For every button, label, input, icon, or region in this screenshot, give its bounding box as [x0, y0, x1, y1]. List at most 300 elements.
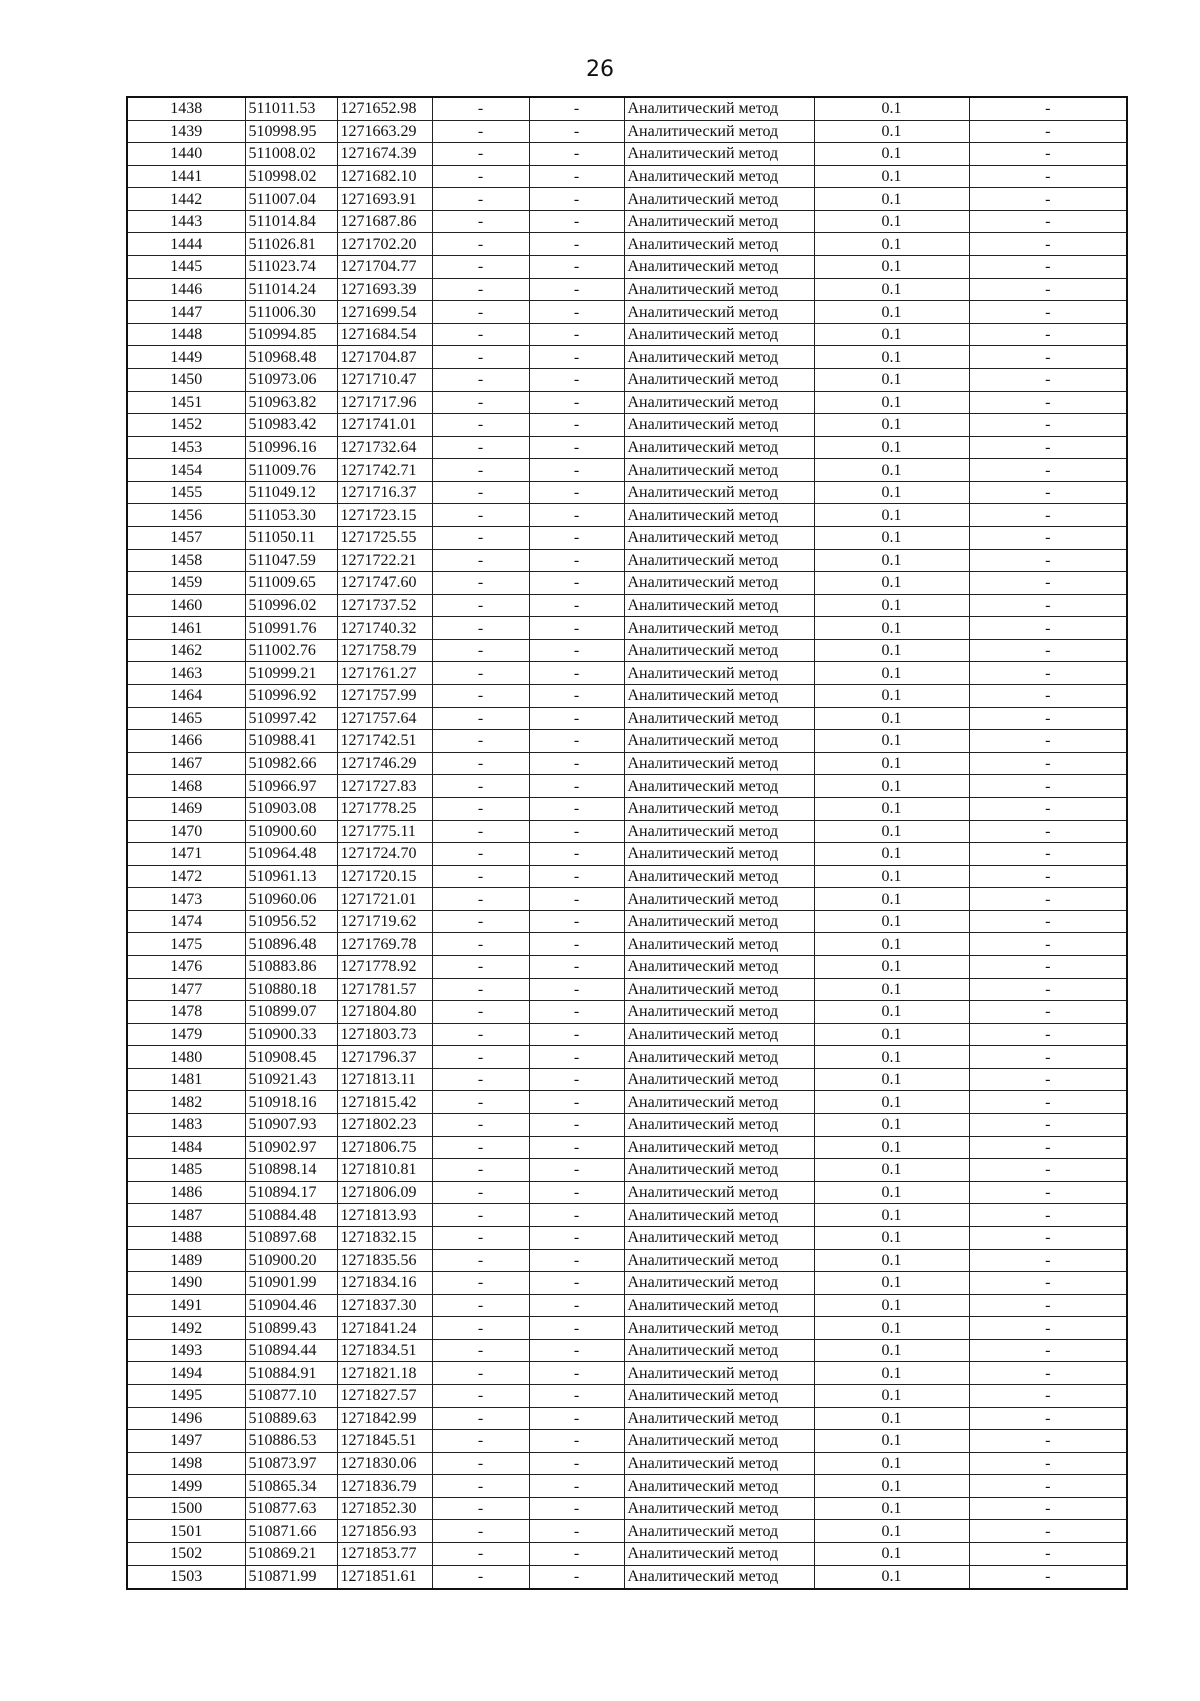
column-4-cell: -: [432, 1294, 529, 1317]
method-cell: Аналитический метод: [624, 594, 814, 617]
column-5-cell: -: [529, 775, 624, 798]
x-coordinate-cell: 510899.07: [245, 1001, 337, 1024]
table-row: [127, 1001, 1127, 1024]
y-coordinate-cell: 1271722.21: [337, 549, 432, 572]
point-number-cell: 1478: [127, 1001, 245, 1024]
y-coordinate-cell: 1271693.39: [337, 278, 432, 301]
table-row: [127, 707, 1127, 730]
note-cell: -: [969, 888, 1127, 911]
precision-cell: 0.1: [814, 1317, 969, 1340]
table-row: [127, 459, 1127, 482]
y-coordinate-cell: 1271804.80: [337, 1001, 432, 1024]
column-5-cell: -: [529, 1339, 624, 1362]
table-row: [127, 1023, 1127, 1046]
table-row: [127, 933, 1127, 956]
y-coordinate-cell: 1271851.61: [337, 1565, 432, 1589]
method-cell: Аналитический метод: [624, 955, 814, 978]
point-number-cell: 1488: [127, 1226, 245, 1249]
precision-cell: 0.1: [814, 639, 969, 662]
column-5-cell: -: [529, 1317, 624, 1340]
x-coordinate-cell: 510900.60: [245, 820, 337, 843]
y-coordinate-cell: 1271742.71: [337, 459, 432, 482]
note-cell: -: [969, 436, 1127, 459]
table-row: [127, 1430, 1127, 1453]
method-cell: Аналитический метод: [624, 165, 814, 188]
table-row: [127, 278, 1127, 301]
note-cell: -: [969, 910, 1127, 933]
precision-cell: 0.1: [814, 1181, 969, 1204]
y-coordinate-cell: 1271717.96: [337, 391, 432, 414]
x-coordinate-cell: 511023.74: [245, 256, 337, 279]
note-cell: -: [969, 1452, 1127, 1475]
x-coordinate-cell: 510894.44: [245, 1339, 337, 1362]
y-coordinate-cell: 1271834.51: [337, 1339, 432, 1362]
precision-cell: 0.1: [814, 1226, 969, 1249]
column-4-cell: -: [432, 594, 529, 617]
x-coordinate-cell: 510991.76: [245, 617, 337, 640]
y-coordinate-cell: 1271796.37: [337, 1046, 432, 1069]
column-4-cell: -: [432, 955, 529, 978]
y-coordinate-cell: 1271778.25: [337, 797, 432, 820]
column-4-cell: -: [432, 120, 529, 143]
method-cell: Аналитический метод: [624, 301, 814, 324]
column-4-cell: -: [432, 1114, 529, 1137]
column-5-cell: -: [529, 1091, 624, 1114]
y-coordinate-cell: 1271737.52: [337, 594, 432, 617]
note-cell: -: [969, 1565, 1127, 1589]
method-cell: Аналитический метод: [624, 820, 814, 843]
method-cell: Аналитический метод: [624, 1543, 814, 1566]
method-cell: Аналитический метод: [624, 1294, 814, 1317]
point-number-cell: 1492: [127, 1317, 245, 1340]
note-cell: -: [969, 1226, 1127, 1249]
precision-cell: 0.1: [814, 1520, 969, 1543]
point-number-cell: 1452: [127, 414, 245, 437]
column-4-cell: -: [432, 933, 529, 956]
x-coordinate-cell: 510960.06: [245, 888, 337, 911]
page-number: 26: [586, 57, 614, 82]
column-5-cell: -: [529, 504, 624, 527]
note-cell: -: [969, 504, 1127, 527]
column-4-cell: -: [432, 1226, 529, 1249]
note-cell: -: [969, 730, 1127, 753]
method-cell: Аналитический метод: [624, 549, 814, 572]
note-cell: -: [969, 617, 1127, 640]
table-row: [127, 1565, 1127, 1589]
precision-cell: 0.1: [814, 1543, 969, 1566]
note-cell: -: [969, 346, 1127, 369]
point-number-cell: 1502: [127, 1543, 245, 1566]
table-row: [127, 617, 1127, 640]
x-coordinate-cell: 510996.92: [245, 685, 337, 708]
point-number-cell: 1456: [127, 504, 245, 527]
table-row: [127, 594, 1127, 617]
note-cell: -: [969, 820, 1127, 843]
coordinates-table: [126, 96, 1128, 1590]
note-cell: -: [969, 1543, 1127, 1566]
method-cell: Аналитический метод: [624, 1497, 814, 1520]
note-cell: -: [969, 685, 1127, 708]
method-cell: Аналитический метод: [624, 414, 814, 437]
note-cell: -: [969, 662, 1127, 685]
column-4-cell: -: [432, 368, 529, 391]
table-row: [127, 1249, 1127, 1272]
table-row: [127, 527, 1127, 550]
precision-cell: 0.1: [814, 1294, 969, 1317]
column-5-cell: -: [529, 97, 624, 120]
method-cell: Аналитический метод: [624, 233, 814, 256]
table-row: [127, 346, 1127, 369]
method-cell: Аналитический метод: [624, 1204, 814, 1227]
point-number-cell: 1441: [127, 165, 245, 188]
point-number-cell: 1460: [127, 594, 245, 617]
point-number-cell: 1459: [127, 572, 245, 595]
method-cell: Аналитический метод: [624, 1181, 814, 1204]
point-number-cell: 1480: [127, 1046, 245, 1069]
x-coordinate-cell: 511047.59: [245, 549, 337, 572]
precision-cell: 0.1: [814, 1362, 969, 1385]
precision-cell: 0.1: [814, 1091, 969, 1114]
y-coordinate-cell: 1271815.42: [337, 1091, 432, 1114]
method-cell: Аналитический метод: [624, 1226, 814, 1249]
column-5-cell: -: [529, 1114, 624, 1137]
column-5-cell: -: [529, 1023, 624, 1046]
column-4-cell: -: [432, 1520, 529, 1543]
point-number-cell: 1486: [127, 1181, 245, 1204]
note-cell: -: [969, 1362, 1127, 1385]
y-coordinate-cell: 1271832.15: [337, 1226, 432, 1249]
note-cell: -: [969, 391, 1127, 414]
note-cell: -: [969, 527, 1127, 550]
table-row: [127, 685, 1127, 708]
y-coordinate-cell: 1271803.73: [337, 1023, 432, 1046]
y-coordinate-cell: 1271845.51: [337, 1430, 432, 1453]
table-row: [127, 414, 1127, 437]
method-cell: Аналитический метод: [624, 617, 814, 640]
point-number-cell: 1449: [127, 346, 245, 369]
y-coordinate-cell: 1271837.30: [337, 1294, 432, 1317]
column-4-cell: -: [432, 256, 529, 279]
column-4-cell: -: [432, 888, 529, 911]
point-number-cell: 1487: [127, 1204, 245, 1227]
precision-cell: 0.1: [814, 233, 969, 256]
y-coordinate-cell: 1271806.75: [337, 1136, 432, 1159]
column-4-cell: -: [432, 414, 529, 437]
column-4-cell: -: [432, 775, 529, 798]
point-number-cell: 1467: [127, 752, 245, 775]
column-5-cell: -: [529, 843, 624, 866]
note-cell: -: [969, 165, 1127, 188]
column-5-cell: -: [529, 707, 624, 730]
precision-cell: 0.1: [814, 820, 969, 843]
precision-cell: 0.1: [814, 210, 969, 233]
column-4-cell: -: [432, 662, 529, 685]
x-coordinate-cell: 510961.13: [245, 865, 337, 888]
table-row: [127, 978, 1127, 1001]
column-4-cell: -: [432, 1565, 529, 1589]
note-cell: -: [969, 143, 1127, 166]
table-row: [127, 955, 1127, 978]
note-cell: -: [969, 1249, 1127, 1272]
column-5-cell: -: [529, 1249, 624, 1272]
column-5-cell: -: [529, 1294, 624, 1317]
column-5-cell: -: [529, 1543, 624, 1566]
column-5-cell: -: [529, 662, 624, 685]
method-cell: Аналитический метод: [624, 662, 814, 685]
x-coordinate-cell: 510982.66: [245, 752, 337, 775]
column-4-cell: -: [432, 1046, 529, 1069]
y-coordinate-cell: 1271852.30: [337, 1497, 432, 1520]
table-row: [127, 910, 1127, 933]
note-cell: -: [969, 1430, 1127, 1453]
x-coordinate-cell: 510997.42: [245, 707, 337, 730]
y-coordinate-cell: 1271757.64: [337, 707, 432, 730]
table-row: [127, 1362, 1127, 1385]
y-coordinate-cell: 1271725.55: [337, 527, 432, 550]
y-coordinate-cell: 1271834.16: [337, 1272, 432, 1295]
column-5-cell: -: [529, 730, 624, 753]
note-cell: -: [969, 481, 1127, 504]
point-number-cell: 1477: [127, 978, 245, 1001]
y-coordinate-cell: 1271802.23: [337, 1114, 432, 1137]
x-coordinate-cell: 510983.42: [245, 414, 337, 437]
precision-cell: 0.1: [814, 1407, 969, 1430]
column-4-cell: -: [432, 549, 529, 572]
column-4-cell: -: [432, 1407, 529, 1430]
column-4-cell: -: [432, 143, 529, 166]
note-cell: -: [969, 323, 1127, 346]
method-cell: Аналитический метод: [624, 391, 814, 414]
method-cell: Аналитический метод: [624, 346, 814, 369]
table-row: [127, 1091, 1127, 1114]
y-coordinate-cell: 1271740.32: [337, 617, 432, 640]
point-number-cell: 1463: [127, 662, 245, 685]
precision-cell: 0.1: [814, 368, 969, 391]
precision-cell: 0.1: [814, 120, 969, 143]
note-cell: -: [969, 639, 1127, 662]
method-cell: Аналитический метод: [624, 1023, 814, 1046]
note-cell: -: [969, 933, 1127, 956]
column-5-cell: -: [529, 1384, 624, 1407]
column-4-cell: -: [432, 278, 529, 301]
method-cell: Аналитический метод: [624, 752, 814, 775]
precision-cell: 0.1: [814, 1565, 969, 1589]
column-4-cell: -: [432, 617, 529, 640]
point-number-cell: 1471: [127, 843, 245, 866]
y-coordinate-cell: 1271747.60: [337, 572, 432, 595]
point-number-cell: 1490: [127, 1272, 245, 1295]
point-number-cell: 1446: [127, 278, 245, 301]
note-cell: -: [969, 1272, 1127, 1295]
point-number-cell: 1457: [127, 527, 245, 550]
y-coordinate-cell: 1271732.64: [337, 436, 432, 459]
note-cell: -: [969, 978, 1127, 1001]
column-5-cell: -: [529, 1430, 624, 1453]
note-cell: -: [969, 775, 1127, 798]
column-5-cell: -: [529, 955, 624, 978]
table-row: [127, 1136, 1127, 1159]
point-number-cell: 1482: [127, 1091, 245, 1114]
point-number-cell: 1453: [127, 436, 245, 459]
point-number-cell: 1483: [127, 1114, 245, 1137]
method-cell: Аналитический метод: [624, 933, 814, 956]
table-row: [127, 662, 1127, 685]
table-row: [127, 752, 1127, 775]
method-cell: Аналитический метод: [624, 1339, 814, 1362]
y-coordinate-cell: 1271810.81: [337, 1159, 432, 1182]
method-cell: Аналитический метод: [624, 1249, 814, 1272]
note-cell: -: [969, 1091, 1127, 1114]
column-5-cell: -: [529, 865, 624, 888]
note-cell: -: [969, 210, 1127, 233]
method-cell: Аналитический метод: [624, 278, 814, 301]
method-cell: Аналитический метод: [624, 1430, 814, 1453]
table-row: [127, 323, 1127, 346]
y-coordinate-cell: 1271821.18: [337, 1362, 432, 1385]
precision-cell: 0.1: [814, 1249, 969, 1272]
note-cell: -: [969, 1475, 1127, 1498]
method-cell: Аналитический метод: [624, 504, 814, 527]
table-row: [127, 1068, 1127, 1091]
column-5-cell: -: [529, 1452, 624, 1475]
precision-cell: 0.1: [814, 594, 969, 617]
x-coordinate-cell: 510903.08: [245, 797, 337, 820]
method-cell: Аналитический метод: [624, 1362, 814, 1385]
column-5-cell: -: [529, 1362, 624, 1385]
column-4-cell: -: [432, 820, 529, 843]
column-4-cell: -: [432, 1430, 529, 1453]
x-coordinate-cell: 510968.48: [245, 346, 337, 369]
method-cell: Аналитический метод: [624, 1159, 814, 1182]
note-cell: -: [969, 1023, 1127, 1046]
column-4-cell: -: [432, 865, 529, 888]
method-cell: Аналитический метод: [624, 481, 814, 504]
column-4-cell: -: [432, 504, 529, 527]
table-row: [127, 820, 1127, 843]
table-row: [127, 233, 1127, 256]
table-row: [127, 188, 1127, 211]
point-number-cell: 1444: [127, 233, 245, 256]
y-coordinate-cell: 1271836.79: [337, 1475, 432, 1498]
point-number-cell: 1481: [127, 1068, 245, 1091]
point-number-cell: 1469: [127, 797, 245, 820]
x-coordinate-cell: 510886.53: [245, 1430, 337, 1453]
precision-cell: 0.1: [814, 1430, 969, 1453]
table-row: [127, 210, 1127, 233]
column-5-cell: -: [529, 572, 624, 595]
method-cell: Аналитический метод: [624, 368, 814, 391]
x-coordinate-cell: 510996.16: [245, 436, 337, 459]
precision-cell: 0.1: [814, 459, 969, 482]
y-coordinate-cell: 1271674.39: [337, 143, 432, 166]
y-coordinate-cell: 1271710.47: [337, 368, 432, 391]
column-5-cell: -: [529, 1046, 624, 1069]
method-cell: Аналитический метод: [624, 210, 814, 233]
column-4-cell: -: [432, 1136, 529, 1159]
y-coordinate-cell: 1271856.93: [337, 1520, 432, 1543]
table-row: [127, 1317, 1127, 1340]
precision-cell: 0.1: [814, 1497, 969, 1520]
y-coordinate-cell: 1271746.29: [337, 752, 432, 775]
column-5-cell: -: [529, 527, 624, 550]
method-cell: Аналитический метод: [624, 730, 814, 753]
x-coordinate-cell: 510894.17: [245, 1181, 337, 1204]
column-5-cell: -: [529, 1407, 624, 1430]
method-cell: Аналитический метод: [624, 1114, 814, 1137]
x-coordinate-cell: 511009.76: [245, 459, 337, 482]
note-cell: -: [969, 1204, 1127, 1227]
point-number-cell: 1499: [127, 1475, 245, 1498]
precision-cell: 0.1: [814, 1159, 969, 1182]
table-row: [127, 1407, 1127, 1430]
column-5-cell: -: [529, 820, 624, 843]
column-5-cell: -: [529, 1068, 624, 1091]
precision-cell: 0.1: [814, 481, 969, 504]
table-row: [127, 843, 1127, 866]
precision-cell: 0.1: [814, 1384, 969, 1407]
x-coordinate-cell: 511009.65: [245, 572, 337, 595]
x-coordinate-cell: 510883.86: [245, 955, 337, 978]
method-cell: Аналитический метод: [624, 143, 814, 166]
x-coordinate-cell: 511007.04: [245, 188, 337, 211]
point-number-cell: 1464: [127, 685, 245, 708]
x-coordinate-cell: 510877.63: [245, 1497, 337, 1520]
column-5-cell: -: [529, 301, 624, 324]
method-cell: Аналитический метод: [624, 188, 814, 211]
x-coordinate-cell: 511053.30: [245, 504, 337, 527]
note-cell: -: [969, 955, 1127, 978]
column-4-cell: -: [432, 797, 529, 820]
table-row: [127, 639, 1127, 662]
column-5-cell: -: [529, 549, 624, 572]
table-row: [127, 1204, 1127, 1227]
column-4-cell: -: [432, 572, 529, 595]
table-row: [127, 572, 1127, 595]
point-number-cell: 1468: [127, 775, 245, 798]
precision-cell: 0.1: [814, 1001, 969, 1024]
table-row: [127, 165, 1127, 188]
precision-cell: 0.1: [814, 278, 969, 301]
note-cell: -: [969, 368, 1127, 391]
method-cell: Аналитический метод: [624, 323, 814, 346]
method-cell: Аналитический метод: [624, 1046, 814, 1069]
column-5-cell: -: [529, 639, 624, 662]
precision-cell: 0.1: [814, 1475, 969, 1498]
y-coordinate-cell: 1271758.79: [337, 639, 432, 662]
point-number-cell: 1448: [127, 323, 245, 346]
method-cell: Аналитический метод: [624, 120, 814, 143]
method-cell: Аналитический метод: [624, 527, 814, 550]
precision-cell: 0.1: [814, 188, 969, 211]
x-coordinate-cell: 510884.91: [245, 1362, 337, 1385]
note-cell: -: [969, 1046, 1127, 1069]
note-cell: -: [969, 1001, 1127, 1024]
column-5-cell: -: [529, 278, 624, 301]
y-coordinate-cell: 1271781.57: [337, 978, 432, 1001]
x-coordinate-cell: 510956.52: [245, 910, 337, 933]
y-coordinate-cell: 1271702.20: [337, 233, 432, 256]
column-4-cell: -: [432, 210, 529, 233]
note-cell: -: [969, 1520, 1127, 1543]
x-coordinate-cell: 510996.02: [245, 594, 337, 617]
x-coordinate-cell: 510921.43: [245, 1068, 337, 1091]
column-4-cell: -: [432, 1001, 529, 1024]
method-cell: Аналитический метод: [624, 1475, 814, 1498]
column-4-cell: -: [432, 1068, 529, 1091]
note-cell: -: [969, 256, 1127, 279]
x-coordinate-cell: 510889.63: [245, 1407, 337, 1430]
point-number-cell: 1451: [127, 391, 245, 414]
